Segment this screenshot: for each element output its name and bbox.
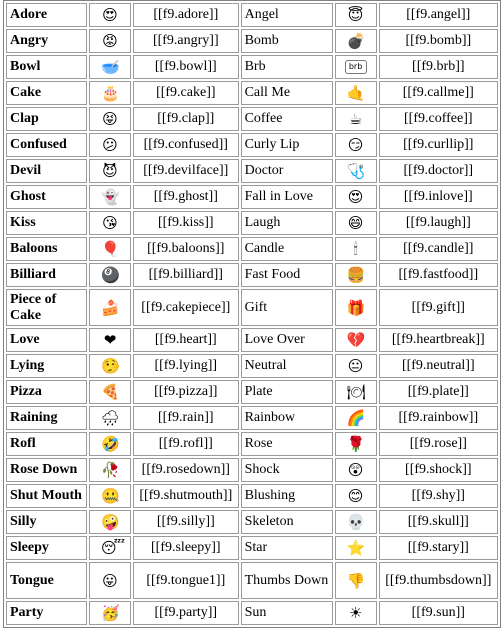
emoticon-name: Confused bbox=[6, 133, 87, 157]
emoticon-name: Kiss bbox=[6, 211, 87, 235]
candle-icon: 🕯 bbox=[353, 240, 358, 258]
emoticon-name: Love bbox=[6, 328, 87, 352]
brb-icon: brb bbox=[345, 60, 367, 74]
emoticon-row bbox=[6, 289, 498, 326]
emoticon-code: [[f9.tongue1]] bbox=[133, 562, 239, 599]
emoticon-name: Raining bbox=[6, 406, 87, 430]
plate-icon: 🍽 bbox=[346, 383, 366, 401]
emoticon-icon-cell bbox=[335, 380, 377, 404]
emoticon-name: Neutral bbox=[241, 354, 333, 378]
skull-icon: 💀 bbox=[346, 513, 366, 531]
emoticon-row bbox=[6, 3, 498, 27]
lying-icon: 🤥 bbox=[101, 357, 120, 375]
emoticon-code: [[f9.bomb]] bbox=[379, 29, 498, 53]
emoticon-icon-cell bbox=[335, 432, 377, 456]
emoticon-code: [[f9.billiard]] bbox=[133, 263, 239, 287]
emoticon-code: [[f9.cake]] bbox=[133, 81, 239, 105]
curly-lip-icon: 😏 bbox=[347, 136, 364, 154]
emoticon-name: Bowl bbox=[6, 55, 87, 79]
emoticon-row bbox=[6, 601, 498, 625]
emoticon-icon-cell bbox=[89, 406, 131, 430]
emoticon-code: [[f9.rain]] bbox=[133, 406, 239, 430]
emoticon-name: Silly bbox=[6, 510, 87, 534]
emoticon-icon-cell bbox=[89, 237, 131, 261]
emoticon-code: [[f9.rofl]] bbox=[133, 432, 239, 456]
emoticon-code: [[f9.shy]] bbox=[379, 484, 498, 508]
emoticon-code: [[f9.stary]] bbox=[379, 536, 498, 560]
emoticon-name: Skeleton bbox=[241, 510, 333, 534]
emoticon-code: [[f9.adore]] bbox=[133, 3, 239, 27]
emoticon-name: Pizza bbox=[6, 380, 87, 404]
emoticon-name: Baloons bbox=[6, 237, 87, 261]
emoticon-name: Piece of Cake bbox=[6, 289, 87, 326]
emoticon-row bbox=[6, 432, 498, 456]
emoticon-name: Doctor bbox=[241, 159, 333, 183]
emoticon-code: [[f9.party]] bbox=[133, 601, 239, 625]
angry-icon: 😡 bbox=[102, 32, 118, 50]
heart-icon: ❤ bbox=[103, 331, 117, 349]
emoticon-icon-cell bbox=[335, 510, 377, 534]
rofl-icon: 🤣 bbox=[101, 435, 120, 453]
bomb-icon: 💣 bbox=[346, 32, 366, 50]
emoticon-row bbox=[6, 536, 498, 560]
emoticon-name: Cake bbox=[6, 81, 87, 105]
emoticon-row bbox=[6, 237, 498, 261]
emoticon-icon-cell bbox=[335, 29, 377, 53]
emoticon-code: [[f9.pizza]] bbox=[133, 380, 239, 404]
emoticon-name: Rainbow bbox=[241, 406, 333, 430]
emoticon-name: Angel bbox=[241, 3, 333, 27]
emoticon-icon-cell bbox=[89, 354, 131, 378]
emoticon-icon-cell bbox=[335, 237, 377, 261]
star-icon: ⭐ bbox=[346, 539, 366, 557]
rain-cloud-icon: 🌧 bbox=[101, 409, 121, 427]
rainbow-icon: 🌈 bbox=[346, 409, 366, 427]
emoticon-code: [[f9.skull]] bbox=[379, 510, 498, 534]
emoticon-code: [[f9.rainbow]] bbox=[379, 406, 498, 430]
emoticon-code: [[f9.rosedown]] bbox=[133, 458, 239, 482]
emoticon-icon-cell bbox=[335, 55, 377, 79]
emoticon-code: [[f9.bowl]] bbox=[133, 55, 239, 79]
emoticon-icon-cell bbox=[335, 185, 377, 209]
gift-icon: 🎁 bbox=[346, 298, 366, 317]
blushing-icon: 😊 bbox=[347, 487, 364, 505]
confused-icon: 😕 bbox=[102, 136, 118, 154]
emoticon-icon-cell bbox=[89, 211, 131, 235]
emoticon-name: Billiard bbox=[6, 263, 87, 287]
doctor-icon: 🩺 bbox=[346, 162, 366, 180]
emoticon-icon-cell bbox=[335, 211, 377, 235]
emoticon-name: Ghost bbox=[6, 185, 87, 209]
emoticon-row bbox=[6, 29, 498, 53]
emoticon-row bbox=[6, 562, 498, 599]
emoticon-code: [[f9.silly]] bbox=[133, 510, 239, 534]
emoticon-icon-cell bbox=[89, 159, 131, 183]
emoticon-icon-cell bbox=[89, 81, 131, 105]
emoticon-code: [[f9.shutmouth]] bbox=[133, 484, 239, 508]
emoticon-code: [[f9.fastfood]] bbox=[379, 263, 498, 287]
emoticon-code: [[f9.angry]] bbox=[133, 29, 239, 53]
emoticon-code: [[f9.heart]] bbox=[133, 328, 239, 352]
emoticon-row bbox=[6, 328, 498, 352]
emoticon-row bbox=[6, 133, 498, 157]
emoticon-code: [[f9.plate]] bbox=[379, 380, 498, 404]
emoticon-code: [[f9.thumbsdown]] bbox=[379, 562, 498, 599]
emoticon-icon-cell bbox=[89, 432, 131, 456]
emoticon-code: [[f9.rose]] bbox=[379, 432, 498, 456]
devil-icon: 😈 bbox=[102, 162, 118, 180]
emoticon-code: [[f9.devilface]] bbox=[133, 159, 239, 183]
emoticon-icon-cell bbox=[335, 133, 377, 157]
emoticon-code: [[f9.sleepy]] bbox=[133, 536, 239, 560]
emoticon-code: [[f9.shock]] bbox=[379, 458, 498, 482]
tongue-icon: 😛 bbox=[102, 571, 118, 590]
emoticon-code: [[f9.baloons]] bbox=[133, 237, 239, 261]
bowl-icon: 🥣 bbox=[101, 58, 120, 76]
emoticon-name: Thumbs Down bbox=[241, 562, 333, 599]
party-icon: 🥳 bbox=[101, 604, 120, 622]
emoticon-row bbox=[6, 185, 498, 209]
emoticon-icon-cell bbox=[89, 536, 131, 560]
emoticon-code: [[f9.inlove]] bbox=[379, 185, 498, 209]
emoticon-name: Blushing bbox=[241, 484, 333, 508]
ghost-icon: 👻 bbox=[101, 188, 120, 206]
emoticon-name: Adore bbox=[6, 3, 87, 27]
emoticon-row bbox=[6, 211, 498, 235]
emoticon-code: [[f9.clap]] bbox=[133, 107, 239, 131]
emoticon-name: Candle bbox=[241, 237, 333, 261]
emoticon-code: [[f9.sun]] bbox=[379, 601, 498, 625]
emoticon-icon-cell bbox=[89, 484, 131, 508]
emoticon-name: Rose Down bbox=[6, 458, 87, 482]
broken-heart-icon: 💔 bbox=[346, 331, 366, 349]
emoticon-name: Fall in Love bbox=[241, 185, 333, 209]
emoticon-row bbox=[6, 354, 498, 378]
emoticon-row bbox=[6, 484, 498, 508]
thumbs-down-icon: 👎 bbox=[346, 571, 366, 590]
sun-icon: ☀ bbox=[348, 604, 363, 622]
emoticon-name: Angry bbox=[6, 29, 87, 53]
fast-food-icon: 🍔 bbox=[346, 266, 366, 284]
emoticon-row bbox=[6, 263, 498, 287]
emoticon-name: Gift bbox=[241, 289, 333, 326]
angel-icon: 😇 bbox=[347, 6, 364, 24]
emoticon-icon-cell bbox=[89, 458, 131, 482]
shut-mouth-icon: 🤐 bbox=[101, 487, 120, 505]
emoticon-name: Star bbox=[241, 536, 333, 560]
emoticon-name: Shock bbox=[241, 458, 333, 482]
emoticon-row bbox=[6, 159, 498, 183]
emoticon-icon-cell bbox=[89, 29, 131, 53]
emoticon-icon-cell bbox=[335, 107, 377, 131]
emoticon-row bbox=[6, 55, 498, 79]
emoticon-name: Rofl bbox=[6, 432, 87, 456]
adore-icon: 😍 bbox=[102, 6, 118, 24]
emoticon-name: Call Me bbox=[241, 81, 333, 105]
emoticon-code: [[f9.ghost]] bbox=[133, 185, 239, 209]
emoticon-code: [[f9.laugh]] bbox=[379, 211, 498, 235]
clap-icon: 😝 bbox=[102, 110, 118, 128]
billiard-icon: 🎱 bbox=[101, 266, 120, 284]
emoticon-code: [[f9.confused]] bbox=[133, 133, 239, 157]
emoticon-code: [[f9.lying]] bbox=[133, 354, 239, 378]
neutral-icon: 😐 bbox=[347, 357, 364, 375]
emoticon-icon-cell bbox=[89, 289, 131, 326]
emoticon-icon-cell bbox=[89, 263, 131, 287]
emoticon-name: Plate bbox=[241, 380, 333, 404]
silly-icon: 🤪 bbox=[101, 513, 120, 531]
emoticon-name: Fast Food bbox=[241, 263, 333, 287]
emoticon-icon-cell bbox=[335, 328, 377, 352]
emoticon-name: Devil bbox=[6, 159, 87, 183]
emoticon-code: [[f9.gift]] bbox=[379, 289, 498, 326]
emoticon-code: [[f9.candle]] bbox=[379, 237, 498, 261]
wilted-rose-icon: 🥀 bbox=[101, 461, 120, 479]
emoticon-icon-cell bbox=[89, 562, 131, 599]
emoticon-row bbox=[6, 380, 498, 404]
emoticon-code: [[f9.cakepiece]] bbox=[133, 289, 239, 326]
emoticon-row bbox=[6, 107, 498, 131]
emoticon-icon-cell bbox=[335, 354, 377, 378]
pizza-icon: 🍕 bbox=[101, 383, 120, 401]
emoticon-code: [[f9.heartbreak]] bbox=[379, 328, 498, 352]
emoticon-code: [[f9.doctor]] bbox=[379, 159, 498, 183]
shock-icon: 😲 bbox=[347, 461, 364, 479]
emoticon-icon-cell bbox=[335, 289, 377, 326]
emoticon-icon-cell bbox=[335, 263, 377, 287]
emoticon-icon-cell bbox=[89, 55, 131, 79]
emoticon-name: Tongue bbox=[6, 562, 87, 599]
emoticon-code: [[f9.callme]] bbox=[379, 81, 498, 105]
emoticon-icon-cell bbox=[335, 601, 377, 625]
cake-icon: 🎂 bbox=[101, 84, 120, 102]
emoticon-icon-cell bbox=[89, 380, 131, 404]
emoticon-name: Curly Lip bbox=[241, 133, 333, 157]
emoticon-row bbox=[6, 510, 498, 534]
emoticon-name: Lying bbox=[6, 354, 87, 378]
emoticon-name: Sleepy bbox=[6, 536, 87, 560]
emoticon-icon-cell bbox=[335, 406, 377, 430]
call-me-icon: 🤙 bbox=[346, 84, 366, 102]
emoticon-icon-cell bbox=[89, 133, 131, 157]
emoticon-icon-cell bbox=[89, 185, 131, 209]
emoticon-code-table bbox=[3, 0, 501, 628]
balloons-icon: 🎈 bbox=[101, 240, 120, 258]
rose-icon: 🌹 bbox=[346, 435, 366, 453]
emoticon-icon-cell bbox=[335, 536, 377, 560]
emoticon-code: [[f9.curllip]] bbox=[379, 133, 498, 157]
coffee-icon: ☕ bbox=[348, 110, 363, 128]
emoticon-name: Shut Mouth bbox=[6, 484, 87, 508]
emoticon-icon-cell bbox=[335, 562, 377, 599]
emoticon-icon-cell bbox=[89, 3, 131, 27]
emoticon-name: Bomb bbox=[241, 29, 333, 53]
sleepy-icon: 😴 bbox=[101, 539, 126, 557]
emoticon-code: [[f9.angel]] bbox=[379, 3, 498, 27]
emoticon-code: [[f9.brb]] bbox=[379, 55, 498, 79]
emoticon-icon-cell bbox=[335, 458, 377, 482]
emoticon-row bbox=[6, 458, 498, 482]
emoticon-code: [[f9.coffee]] bbox=[379, 107, 498, 131]
in-love-icon: 😍 bbox=[347, 188, 364, 206]
emoticon-code: [[f9.neutral]] bbox=[379, 354, 498, 378]
emoticon-name: Laugh bbox=[241, 211, 333, 235]
emoticon-row bbox=[6, 406, 498, 430]
emoticon-row bbox=[6, 81, 498, 105]
emoticon-name: Brb bbox=[241, 55, 333, 79]
emoticon-name: Sun bbox=[241, 601, 333, 625]
emoticon-icon-cell bbox=[89, 328, 131, 352]
emoticon-icon-cell bbox=[89, 601, 131, 625]
emoticon-icon-cell bbox=[89, 510, 131, 534]
emoticon-name: Love Over bbox=[241, 328, 333, 352]
emoticon-name: Rose bbox=[241, 432, 333, 456]
emoticon-code: [[f9.kiss]] bbox=[133, 211, 239, 235]
emoticon-icon-cell bbox=[335, 159, 377, 183]
emoticon-table-body bbox=[6, 3, 498, 625]
kiss-icon: 😘 bbox=[102, 214, 118, 232]
emoticon-name: Party bbox=[6, 601, 87, 625]
emoticon-name: Clap bbox=[6, 107, 87, 131]
cake-piece-icon: 🍰 bbox=[101, 298, 120, 317]
laugh-icon: 😄 bbox=[347, 214, 364, 232]
emoticon-icon-cell bbox=[335, 81, 377, 105]
emoticon-icon-cell bbox=[89, 107, 131, 131]
emoticon-name: Coffee bbox=[241, 107, 333, 131]
emoticon-icon-cell bbox=[335, 3, 377, 27]
emoticon-icon-cell bbox=[335, 484, 377, 508]
